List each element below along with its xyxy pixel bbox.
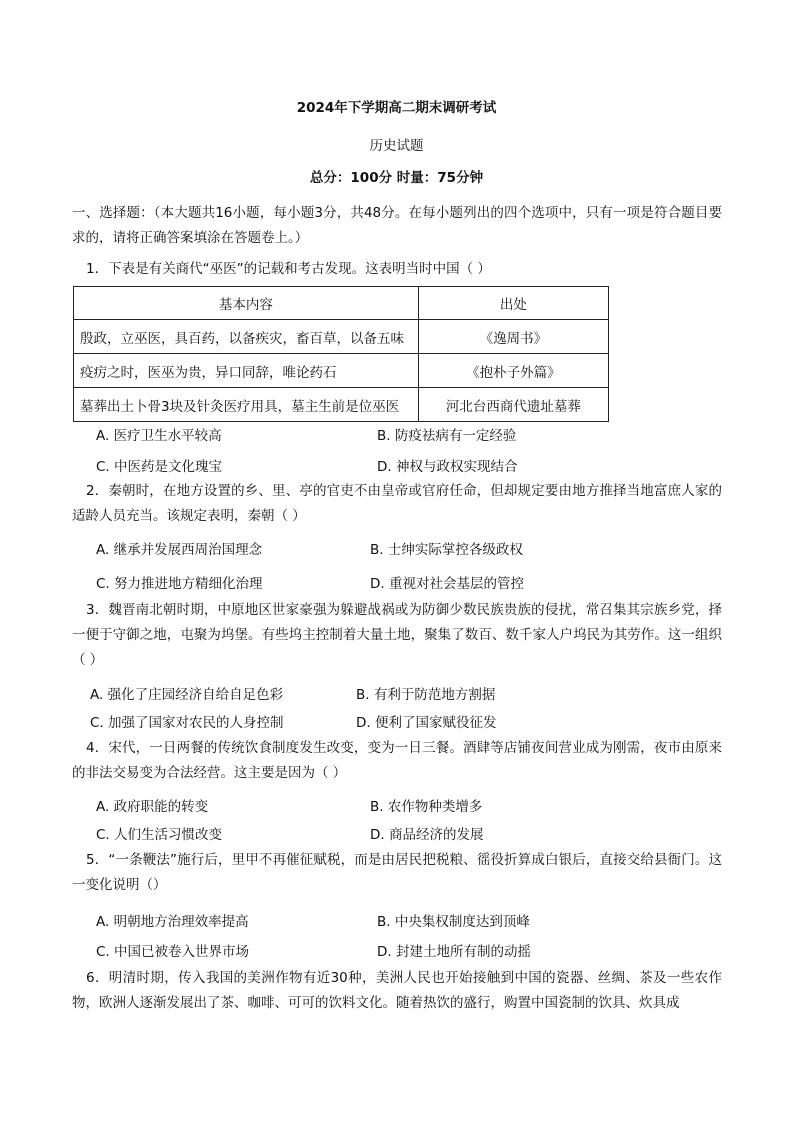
question-3-option-a[interactable]: A. 强化了庄园经济自给自足色彩: [90, 687, 284, 703]
question-1-option-d[interactable]: D. 神权与政权实现结合: [377, 459, 518, 475]
exam-title: 2024年下学期高二期末调研考试: [296, 100, 497, 116]
subject-title: 历史试题: [369, 138, 424, 154]
question-2-stem: 2．秦朝时，在地方设置的乡、里、亭的官吏不由皇帝或官府任命，但却规定要由地方推择当地富庶人家的适龄人员充当。该规定表明，秦朝（ ）: [72, 483, 722, 524]
question-1-stem: 1．下表是有关商代“巫医”的记载和考古发现。这表明当时中国（ ）: [86, 261, 491, 277]
question-3-option-b[interactable]: B. 有利于防范地方割据: [356, 687, 496, 703]
question-3-option-d[interactable]: D. 便利了国家赋役征发: [356, 715, 497, 731]
question-2-option-d[interactable]: D. 重视对社会基层的管控: [370, 576, 524, 592]
question-2-option-a[interactable]: A. 继承并发展西周治国理念: [96, 542, 263, 558]
question-2-option-c[interactable]: C. 努力推进地方精细化治理: [96, 576, 263, 592]
question-4-option-d[interactable]: D. 商品经济的发展: [370, 827, 484, 843]
question-4-stem: 4．宋代，一日两餐的传统饮食制度发生改变，变为一日三餐。酒肆等店铺夜间营业成为刚需，夜市由原来的非法交易变为合法经营。这主要是因为（ ）: [72, 740, 722, 781]
table-row: [74, 354, 609, 388]
table-cell: 河北台西商代遗址墓葬: [418, 388, 608, 422]
question-5-stem: 5．“一条鞭法”施行后，里甲不再催征赋税，而是由居民把税粮、徭役折算成白银后，直接交给县衙门。这一变化说明（）: [72, 852, 722, 893]
table-cell: 殷政，立巫医，具百药，以备疾灾，畜百草，以备五味: [74, 320, 419, 354]
table-header-cell: 基本内容: [74, 287, 419, 320]
question-5-option-a[interactable]: A. 明朝地方治理效率提高: [96, 914, 249, 930]
question-1-table: [73, 286, 609, 422]
table-cell: 墓葬出土卜骨3块及针灸医疗用具，墓主生前是位巫医: [74, 388, 419, 422]
question-2-option-b[interactable]: B. 士绅实际掌控各级政权: [370, 542, 523, 558]
table-row: [74, 320, 609, 354]
table-cell: 疫疠之时，医巫为贵，异口同辞，唯论药石: [74, 354, 419, 388]
section-intro: 一、选择题：（本大题共16小题，每小题3分，共48分。在每小题列出的四个选项中，只有一项是符合题目要求的，请将正确答案填涂在答题卷上。）: [72, 205, 722, 246]
table-cell: 《抱朴子外篇》: [418, 354, 608, 388]
question-5-option-c[interactable]: C. 中国已被卷入世界市场: [96, 944, 250, 960]
table-cell: 《逸周书》: [418, 320, 608, 354]
question-6-stem: 6．明清时期，传入我国的美洲作物有近30种，美洲人民也开始接触到中国的瓷器、丝绸、茶及一些农作物，欧洲人逐渐发展出了茶、咖啡、可可的饮料文化。随着热饮的盛行，购置中国瓷制的饮具、炊具成: [72, 970, 722, 1011]
question-4-option-a[interactable]: A. 政府职能的转变: [96, 799, 209, 815]
table-row: [74, 388, 609, 422]
question-1-option-b[interactable]: B. 防疫祛病有一定经验: [377, 428, 517, 444]
question-5-option-b[interactable]: B. 中央集权制度达到顶峰: [377, 914, 530, 930]
table-header-row: [74, 287, 609, 320]
table-header-cell: 出处: [418, 287, 608, 320]
question-1-option-a[interactable]: A. 医疗卫生水平较高: [96, 428, 222, 444]
score-time: 总分：100分 时量：75分钟: [309, 170, 484, 186]
question-5-option-d[interactable]: D. 封建土地所有制的动摇: [377, 944, 531, 960]
question-1-option-c[interactable]: C. 中医药是文化瑰宝: [96, 459, 223, 475]
question-4-option-c[interactable]: C. 人们生活习惯改变: [96, 827, 223, 843]
question-3-option-c[interactable]: C. 加强了国家对农民的人身控制: [90, 715, 284, 731]
question-3-stem: 3．魏晋南北朝时期，中原地区世家豪强为躲避战祸或为防御少数民族贵族的侵扰，常召集其宗族乡党，择一便于守御之地，屯聚为坞堡。有些坞主控制着大量土地，聚集了数百、数千家人户坞民为其劳作。这一组织（ ）: [72, 602, 722, 668]
question-4-option-b[interactable]: B. 农作物种类增多: [370, 799, 483, 815]
